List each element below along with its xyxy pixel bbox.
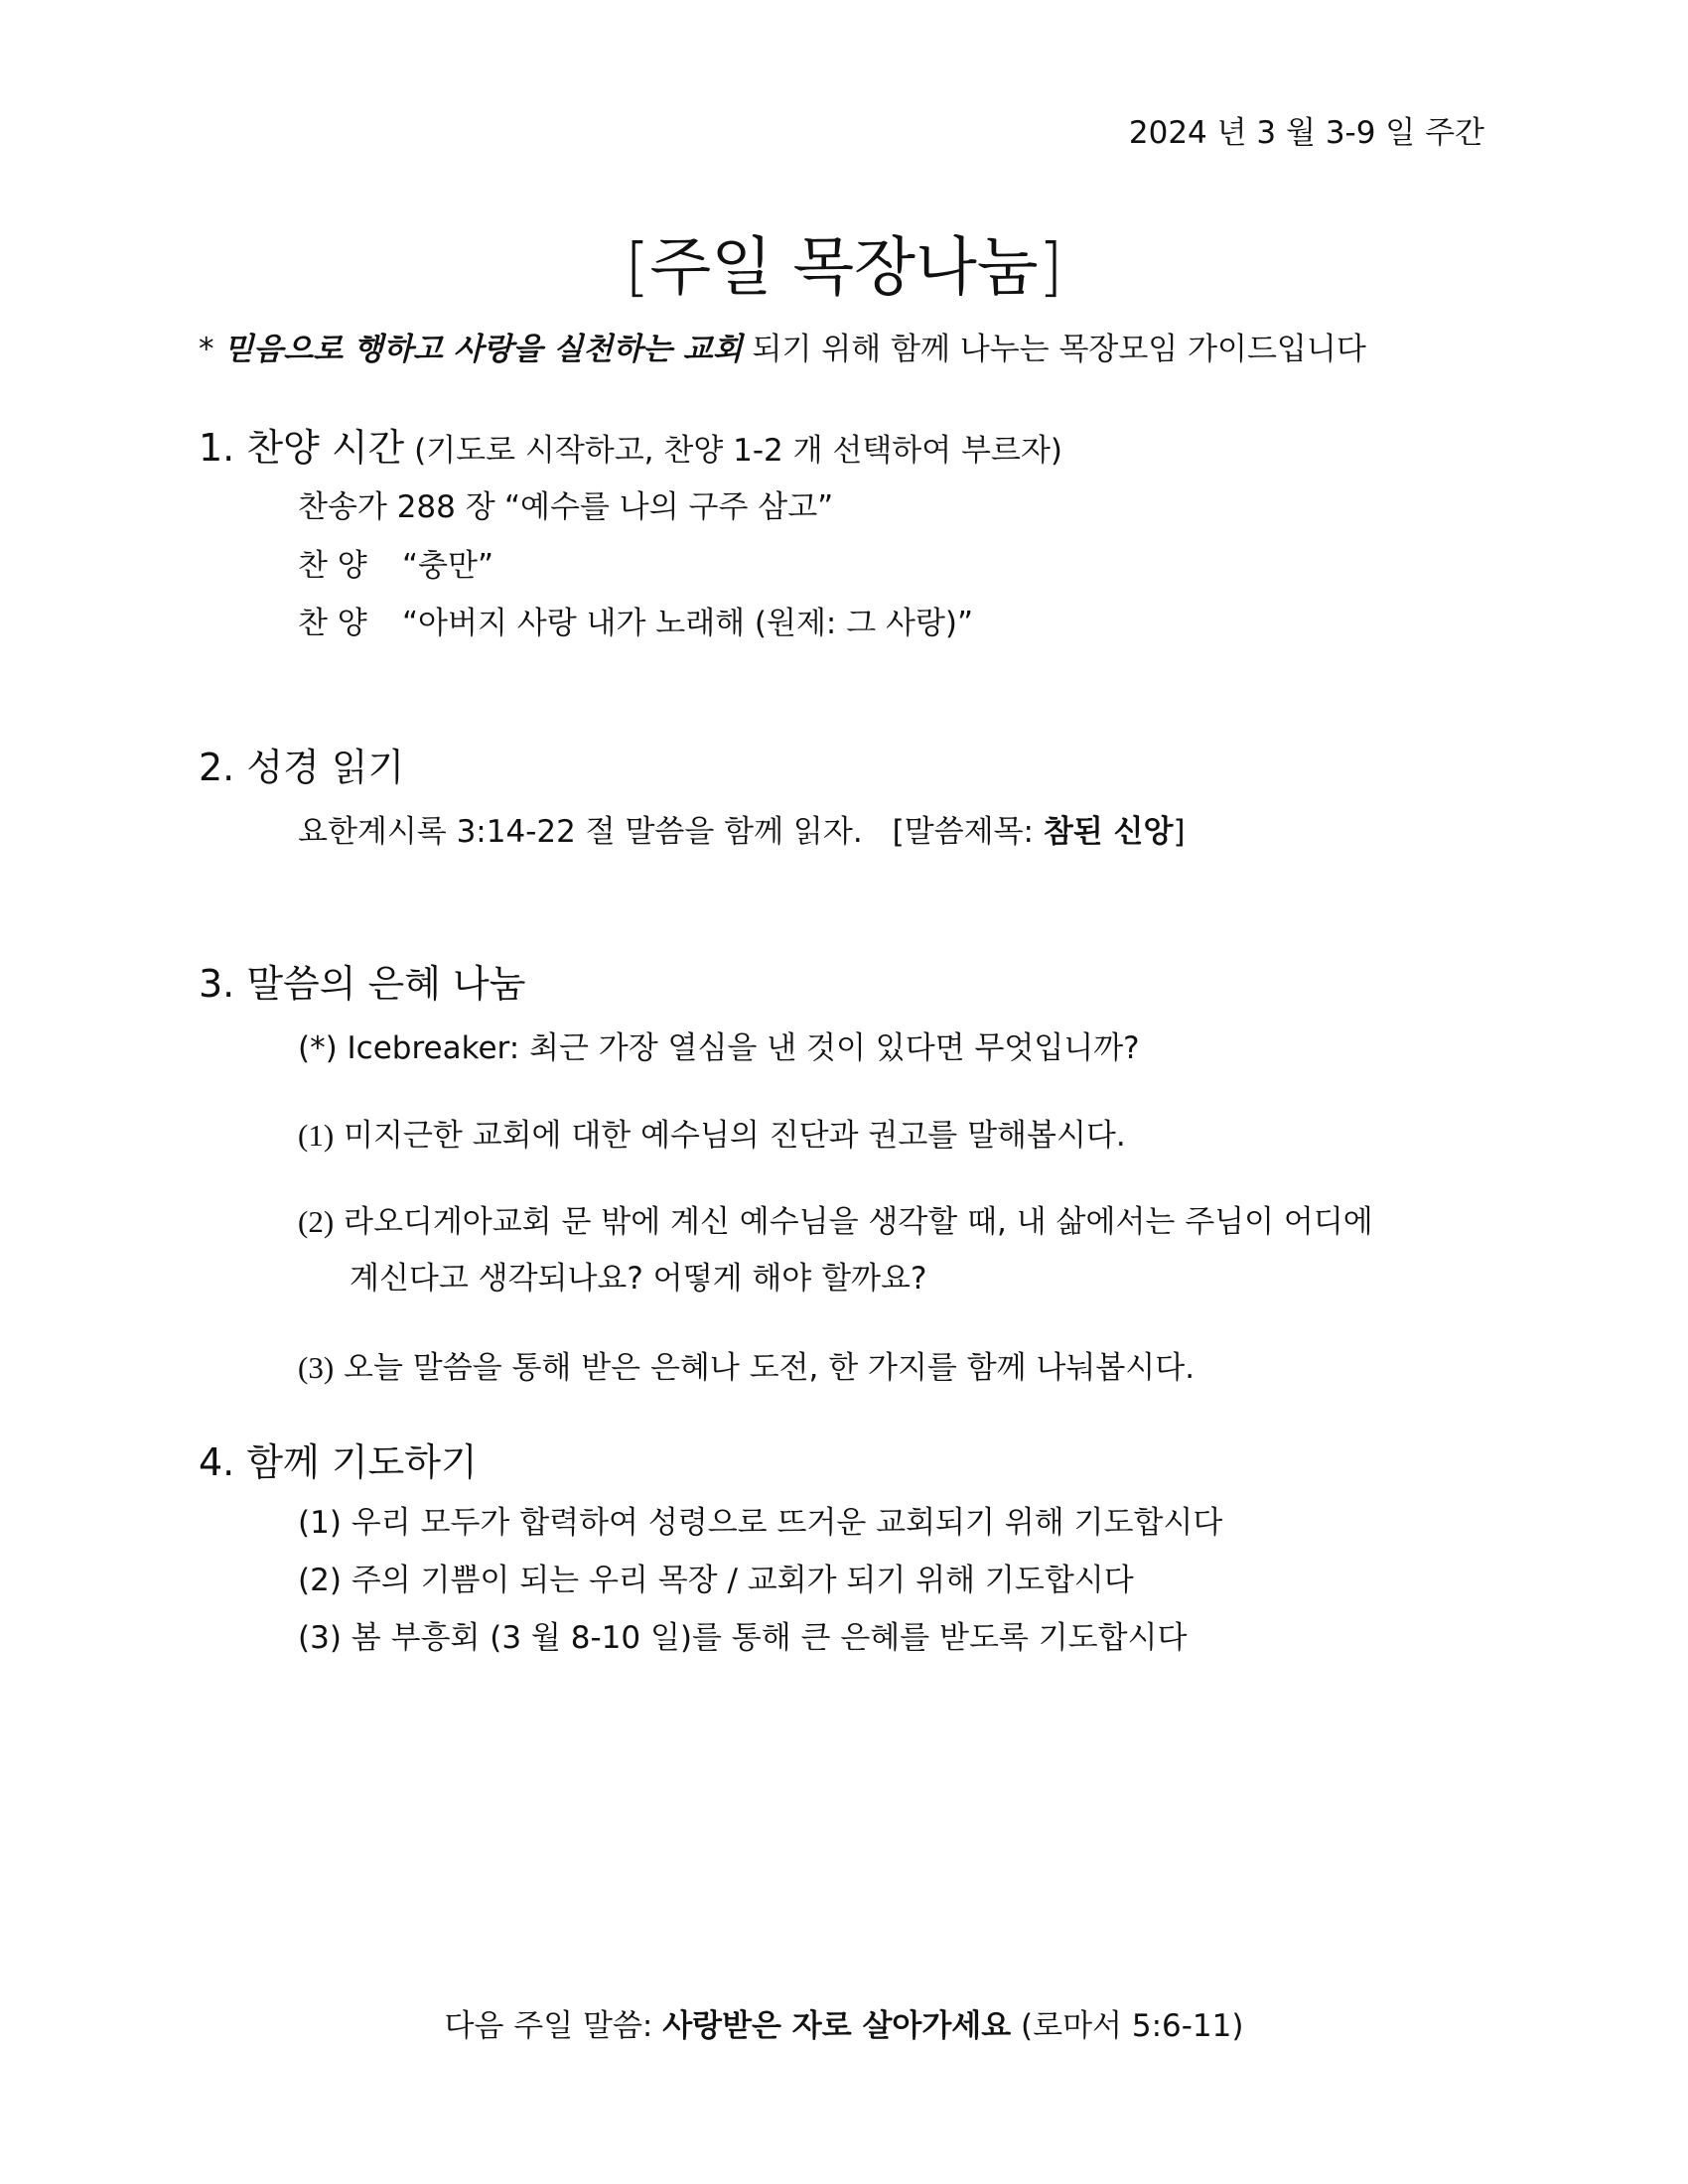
next-sermon-reference: (로마서 5:6-11) xyxy=(1011,2008,1244,2044)
section-prayer-heading: 4. 함께 기도하기 xyxy=(199,1440,478,1484)
praise-item-song: “예수를 나의 구주 삼고” xyxy=(504,489,834,525)
sermon-title-suffix: ] xyxy=(1173,814,1186,850)
sharing-question-3 xyxy=(298,1342,1195,1387)
question-number: (2) xyxy=(298,1204,335,1239)
praise-item-label: 찬 양 xyxy=(298,606,367,641)
question-text: 미지근한 교회에 대한 예수님의 진단과 권고를 말해봅시다. xyxy=(334,1118,1126,1154)
bible-reading-line xyxy=(298,806,1186,851)
section-bible-heading: 2. 성경 읽기 xyxy=(199,746,405,789)
intro-line xyxy=(199,324,1366,368)
section-praise-title: 1. 찬양 시간 xyxy=(199,426,405,470)
sermon-title: 참된 신앙 xyxy=(1043,814,1174,850)
question-text: 라오디게아교회 문 밖에 계신 예수님을 생각할 때, 내 삶에서는 주님이 어디에 xyxy=(334,1204,1373,1240)
bible-reading-text: 요한계시록 3:14-22 절 말씀을 함께 읽자. xyxy=(298,814,863,850)
icebreaker-question: (*) Icebreaker: 최근 가장 열심을 낸 것이 있다면 무엇입니까? xyxy=(298,1030,1140,1066)
question-number: (1) xyxy=(298,1118,335,1153)
prayer-item: (2) 주의 기쁨이 되는 우리 목장 / 교회가 되기 위해 기도합시다 xyxy=(298,1563,1134,1598)
intro-prefix: * xyxy=(199,332,224,367)
sermon-title-prefix: [말씀제목: xyxy=(892,814,1044,850)
question-number: (3) xyxy=(298,1350,335,1385)
intro-emphasis: 믿음으로 행하고 사랑을 실천하는 교회 xyxy=(223,332,743,367)
page-title: [주일 목장나눔] xyxy=(625,231,1063,305)
prayer-item: (3) 봄 부흥회 (3 월 8-10 일)를 통해 큰 은혜를 받도록 기도합시다 xyxy=(298,1620,1188,1656)
praise-item xyxy=(298,598,973,642)
sharing-question-1 xyxy=(298,1110,1126,1155)
praise-item xyxy=(298,540,493,585)
next-sermon-line xyxy=(0,2000,1688,2045)
section-praise-note: (기도로 시작하고, 찬양 1-2 개 선택하여 부르자) xyxy=(404,433,1062,469)
sharing-question-2 xyxy=(298,1196,1373,1241)
praise-item-label: 찬 양 xyxy=(298,548,367,584)
next-sermon-title: 사랑받은 자로 살아가세요 xyxy=(662,2008,1012,2044)
praise-item-label: 찬송가 288 장 xyxy=(298,489,495,525)
next-sermon-prefix: 다음 주일 말씀: xyxy=(444,2008,663,2044)
praise-item-song: “충만” xyxy=(402,548,494,584)
intro-rest: 되기 위해 함께 나누는 목장모임 가이드입니다 xyxy=(742,332,1366,367)
prayer-item: (1) 우리 모두가 합력하여 성령으로 뜨거운 교회되기 위해 기도합시다 xyxy=(298,1505,1223,1541)
section-praise-heading xyxy=(199,417,1062,472)
section-sharing-heading: 3. 말씀의 은혜 나눔 xyxy=(199,962,526,1006)
praise-item-song: “아버지 사랑 내가 노래해 (원제: 그 사랑)” xyxy=(402,606,974,641)
question-text: 오늘 말씀을 통해 받은 은혜나 도전, 한 가지를 함께 나눠봅시다. xyxy=(334,1350,1196,1386)
sharing-question-2-continued: 계신다고 생각되나요? 어떻게 해야 할까요? xyxy=(350,1261,927,1297)
week-date: 2024 년 3 월 3-9 일 주간 xyxy=(1128,115,1484,151)
praise-item xyxy=(298,481,833,526)
